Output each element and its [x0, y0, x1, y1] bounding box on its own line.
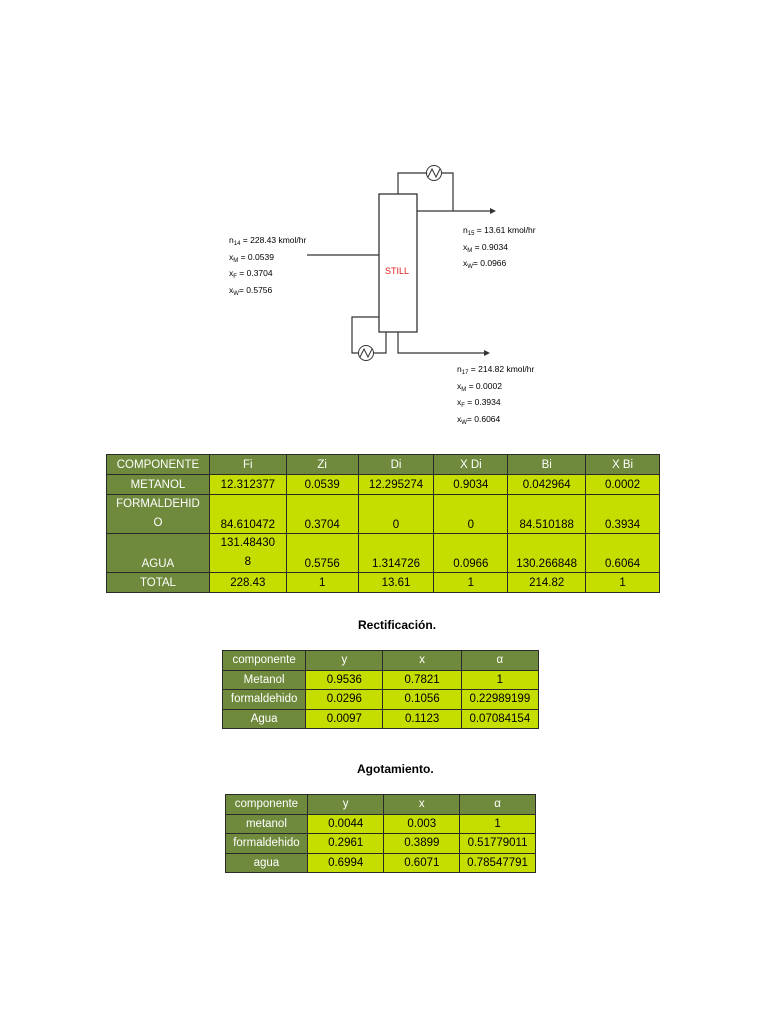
- table-row: [107, 573, 660, 593]
- cell: 0: [358, 495, 434, 534]
- column-header: Di: [358, 455, 434, 475]
- table-row: [226, 853, 536, 873]
- stripping-table: [225, 794, 536, 873]
- still-column: [379, 194, 417, 332]
- bottoms-stream: [398, 332, 484, 353]
- cell: 0.0044: [307, 814, 384, 834]
- cell: 1: [434, 573, 508, 593]
- row-label: formaldehido: [223, 690, 306, 710]
- cell: 1: [586, 573, 660, 593]
- cell: 12.295274: [358, 475, 434, 495]
- feed-stream-info: $n_{14} = 228.43$ kmol/hr $x_M = 0.0539$ $x_F = 0.3704$ $x_W= 0.5756$: [229, 235, 307, 297]
- column-header: y: [307, 795, 384, 815]
- column-header: α: [461, 651, 538, 671]
- cell: 0.0002: [586, 475, 660, 495]
- column-header: Bi: [508, 455, 586, 475]
- row-label: metanol: [226, 814, 308, 834]
- column-header: COMPONENTE: [107, 455, 210, 475]
- row-label: FORMALDEHID O: [107, 495, 210, 534]
- cell: 0.22989199: [461, 690, 538, 710]
- column-header: Zi: [286, 455, 358, 475]
- column-header: x: [384, 795, 460, 815]
- table-row: [226, 814, 536, 834]
- row-label: TOTAL: [107, 573, 210, 593]
- cell: 0: [434, 495, 508, 534]
- table-header-row: [226, 795, 536, 815]
- cell: 0.1056: [383, 690, 461, 710]
- row-label: agua: [226, 853, 308, 873]
- cell: 130.266848: [508, 534, 586, 573]
- row-label: formaldehido: [226, 834, 308, 854]
- cell: 1: [460, 814, 536, 834]
- distillate-stream-info: $n_{15} = 13.61$ kmol/hr $x_M = 0.9034$ $x_W= 0.0966$: [463, 225, 536, 270]
- cell: 0.07084154: [461, 709, 538, 729]
- cell: 84.510188: [508, 495, 586, 534]
- cell: 0.6071: [384, 853, 460, 873]
- row-label: METANOL: [107, 475, 210, 495]
- cell: 0.1123: [383, 709, 461, 729]
- still-label: STILL: [385, 266, 410, 276]
- cell: 1.314726: [358, 534, 434, 573]
- column-header: componente: [223, 651, 306, 671]
- mass-balance-table: [106, 454, 660, 593]
- cell: 131.48430 8: [209, 534, 286, 573]
- table-row: [107, 495, 660, 534]
- cell: 214.82: [508, 573, 586, 593]
- column-header: X Bi: [586, 455, 660, 475]
- cell: 1: [286, 573, 358, 593]
- cell: 0.6994: [307, 853, 384, 873]
- cell: 0.9034: [434, 475, 508, 495]
- cell: 0.5756: [286, 534, 358, 573]
- column-header: X Di: [434, 455, 508, 475]
- table-row: [223, 670, 539, 690]
- column-header: y: [306, 651, 383, 671]
- cell: 0.3704: [286, 495, 358, 534]
- table-row: [107, 534, 660, 573]
- cell: 0.6064: [586, 534, 660, 573]
- cell: 0.0097: [306, 709, 383, 729]
- bottoms-stream-info: $n_{17} = 214.82$ kmol/hr $x_M = 0.0002$ $x_F = 0.3934$ $x_W= 0.6064$: [457, 364, 535, 426]
- cell: 0.78547791: [460, 853, 536, 873]
- cell: 1: [461, 670, 538, 690]
- column-header: x: [383, 651, 461, 671]
- row-label: AGUA: [107, 534, 210, 573]
- row-label: Agua: [223, 709, 306, 729]
- cell: 0.042964: [508, 475, 586, 495]
- agot-caption: Agotamiento.: [357, 762, 434, 776]
- column-header: α: [460, 795, 536, 815]
- cell: 0.2961: [307, 834, 384, 854]
- cell: 228.43: [209, 573, 286, 593]
- rectification-table: [222, 650, 539, 729]
- cell: 0.7821: [383, 670, 461, 690]
- row-label: Metanol: [223, 670, 306, 690]
- distillation-diagram: [0, 0, 768, 440]
- table-header-row: [107, 455, 660, 475]
- rect-caption: Rectificación.: [358, 618, 437, 632]
- cell: 0.51779011: [460, 834, 536, 854]
- cell: 0.0539: [286, 475, 358, 495]
- table-row: [223, 709, 539, 729]
- cell: 0.003: [384, 814, 460, 834]
- column-header: componente: [226, 795, 308, 815]
- cell: 0.3899: [384, 834, 460, 854]
- table-row: [223, 690, 539, 710]
- table-header-row: [223, 651, 539, 671]
- cell: 84.610472: [209, 495, 286, 534]
- cell: 12.312377: [209, 475, 286, 495]
- table-row: [226, 834, 536, 854]
- cell: 13.61: [358, 573, 434, 593]
- cell: 0.0296: [306, 690, 383, 710]
- column-header: Fi: [209, 455, 286, 475]
- cell: 0.3934: [586, 495, 660, 534]
- cell: 0.0966: [434, 534, 508, 573]
- cell: 0.9536: [306, 670, 383, 690]
- table-row: [107, 475, 660, 495]
